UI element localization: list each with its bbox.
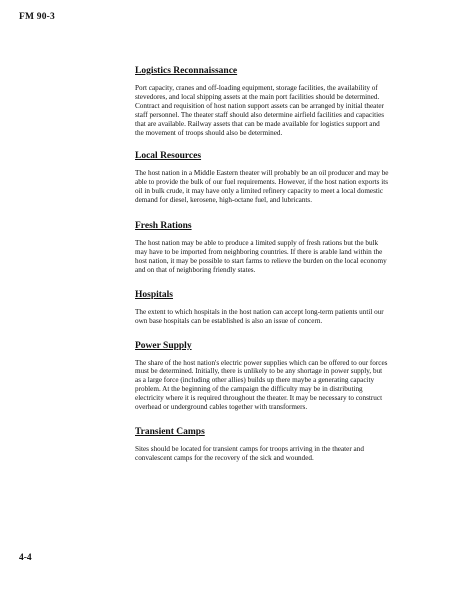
section-logistics-reconnaissance	[135, 66, 389, 137]
section-body: The host nation may be able to produce a limited supply of fresh rations but the bulk may have to be imported from neighboring countries. If there is arable land within the host nation, it may be possible to start farms to relieve the burden on the local economy and on that of neighboring friendly states.	[135, 239, 387, 274]
section-body: The extent to which hospitals in the host nation can accept long-term patients until our own base hospitals can be established is also an issue of concern.	[135, 307, 384, 325]
section-fresh-rations	[135, 221, 389, 275]
section-heading: Power Supply	[135, 340, 192, 351]
section-body: Sites should be located for transient camps for troops arriving in the theater and convalescent camps for the recovery of the sick and wounded.	[135, 444, 364, 462]
section-body: The share of the host nation's electric power supplies which can be offered to our forces must be determined. Initially, there is unlikely to be any shortage in power supply, but as a large force (including other allies) builds up there maybe a generating capacity problem. At the beginning of the campaign the difficulty may be in distributing electricity where it is required throughout the theater. It may be necessary to construct overhead or underground cables together with transformers.	[135, 358, 388, 412]
section-local-resources	[135, 151, 389, 205]
section-power-supply	[135, 341, 389, 412]
section-body: Port capacity, cranes and off-loading equipment, storage facilities, the availability of stevedores, and local shipping assets at the main port facilities should be determined. Contract and requisition of host nation support assets can be arranged by initial theater staff personnel. The theater staff should also determine airfield facilities and capacities that are available. Railway assets that can be made available for logistics support and the movement of troops should also be determined.	[135, 84, 385, 137]
section-heading: Local Resources	[135, 151, 202, 162]
section-transient-camps	[135, 427, 389, 463]
section-heading: Transient Camps	[135, 426, 205, 437]
section-heading: Logistics Reconnaissance	[135, 66, 238, 76]
section-heading: Fresh Rations	[135, 221, 192, 232]
section-heading: Hospitals	[135, 289, 174, 300]
page-content	[135, 66, 389, 463]
page-header: FM 90-3	[19, 12, 55, 22]
page-number: 4-4	[19, 553, 32, 563]
section-hospitals	[135, 290, 389, 326]
section-body: The host nation in a Middle Eastern theater will probably be an oil producer and may be able to provide the bulk of our fuel requirements. However, if the host nation exports its oil in bulk crude, it may have only a limited refinery capacity to meet a local domestic demand for diesel, kerosene, high-octane fuel, and lubricants.	[135, 169, 389, 205]
